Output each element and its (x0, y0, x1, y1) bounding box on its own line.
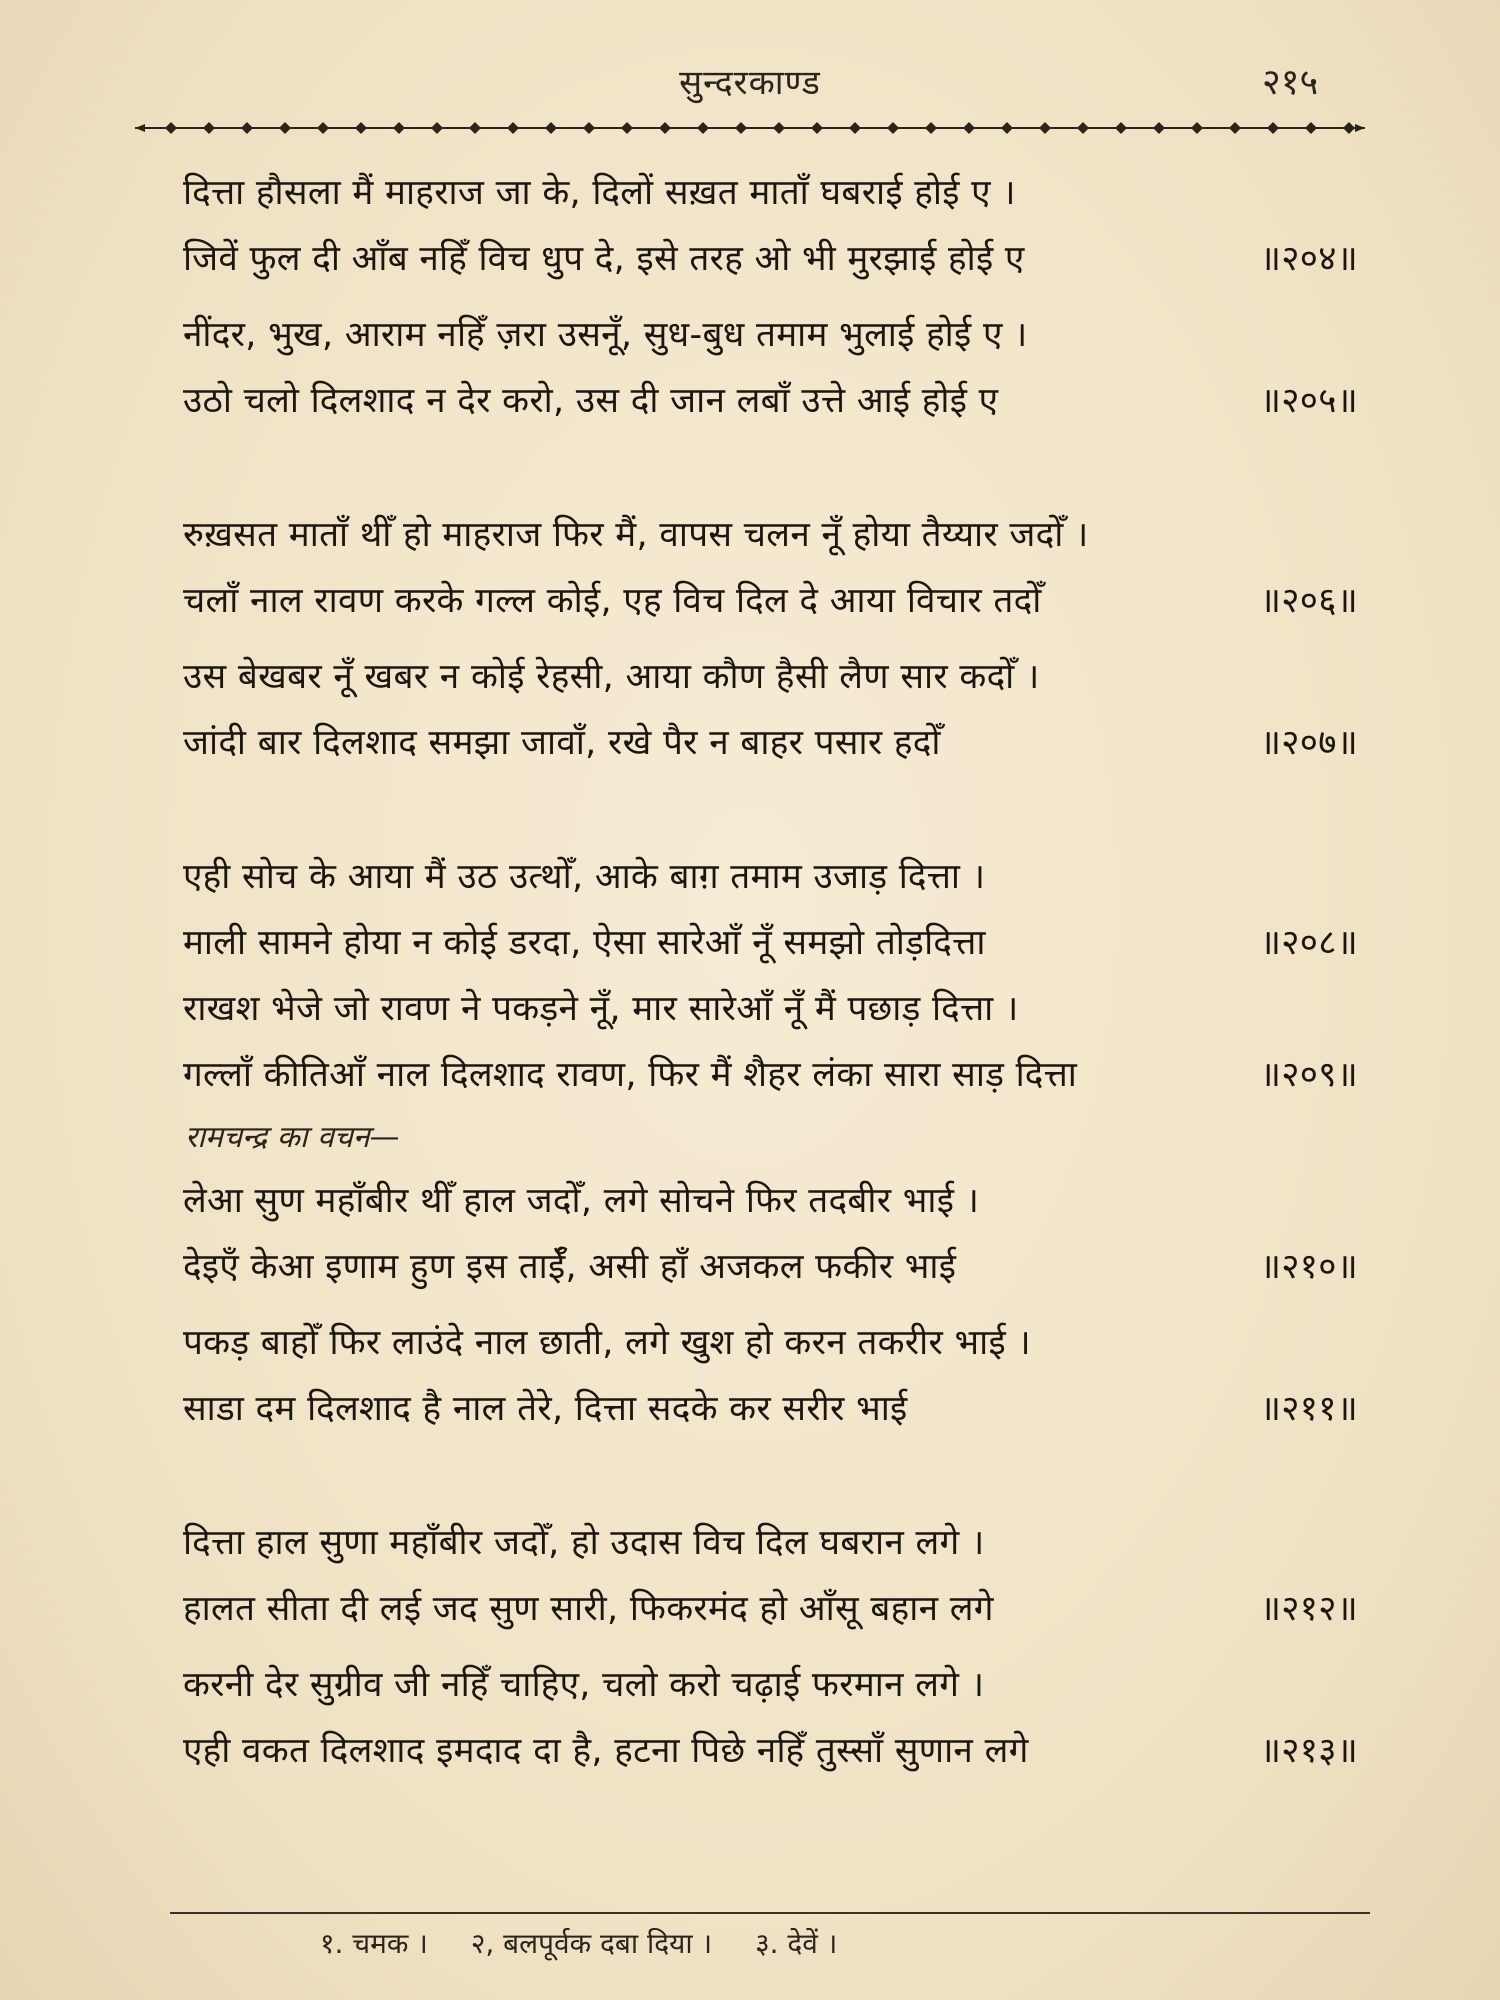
verse-line (183, 976, 1358, 1042)
ornament-diamond (431, 122, 443, 134)
verse-text: गल्लाँ कीतिआँ नाल दिलशाद रावण, फिर मैं शैहर लंका सारा साड़ दित्ता (183, 1055, 1078, 1095)
verse-text: दित्ता हाल सुणा महाँबीर जदोँ, हो उदास विच दिल घबरान लगे । (183, 1523, 985, 1563)
verse-line (183, 1310, 1358, 1376)
stanza (183, 844, 1358, 976)
verse-line (183, 1168, 1358, 1234)
ornament-diamond (963, 122, 975, 134)
verse-text: उठो चलो दिलशाद न देर करो, उस दी जान लबाँ उत्ते आई होई ए (183, 381, 999, 421)
ornament-diamond (849, 122, 861, 134)
verse-number: ॥२०९॥ (1259, 1055, 1358, 1095)
footnotes (320, 1924, 1320, 1962)
verse-line (183, 160, 1358, 226)
verse-number: ॥२०६॥ (1259, 581, 1358, 621)
verse-text: रुख़सत माताँ थीँ हो माहराज फिर मैं, वापस चलन नूँ होया तैय्यार जदोँ । (183, 515, 1089, 555)
ornament-diamond (507, 122, 519, 134)
verse-line (183, 1376, 1358, 1442)
verse-text: पकड़ बाहोँ फिर लाउंदे नाल छाती, लगे खुश हो करन तकरीर भाई । (183, 1323, 1031, 1363)
ornament-diamond (1153, 122, 1165, 134)
verse-line (183, 502, 1358, 568)
verse-text: उस बेखबर नूँ खबर न कोई रेहसी, आया कौण हैसी लैण सार कदोँ । (183, 657, 1040, 697)
stanza (183, 1652, 1358, 1784)
ornament-diamond (1077, 122, 1089, 134)
verse-text: नींदर, भुख, आराम नहिँ ज़रा उसनूँ, सुध-बुध तमाम भुलाई होई ए । (183, 315, 1028, 355)
verse-line (183, 302, 1358, 368)
verse-line (183, 1576, 1358, 1642)
verse-text: चलाँ नाल रावण करके गल्ल कोई, एह विच दिल दे आया विचार तदोँ (183, 581, 1042, 621)
ornament-diamond (925, 122, 937, 134)
page-number: २१५ (1262, 62, 1319, 103)
stanza (183, 502, 1358, 634)
verse-line (183, 226, 1358, 292)
verse-line (183, 568, 1358, 634)
ornament-diamond (1115, 122, 1127, 134)
verse-line (183, 644, 1358, 710)
ornament-diamond (1267, 122, 1279, 134)
ornament-diamond (1305, 122, 1317, 134)
verse-line (183, 1234, 1358, 1300)
stanza (183, 1310, 1358, 1442)
verse-line (183, 910, 1358, 976)
verse-line (183, 710, 1358, 776)
ornament-diamond (1343, 122, 1355, 134)
verse-number: ॥२०७॥ (1259, 723, 1358, 763)
running-header-title: सुन्दरकाण्ड (679, 63, 821, 103)
verse-text: जिवें फुल दी आँब नहिँ विच धुप दे, इसे तरह ओ भी मुरझाई होई ए (183, 239, 1025, 279)
ornament-diamond (1229, 122, 1241, 134)
stanza (183, 644, 1358, 776)
ornament-diamond (203, 122, 215, 134)
stanza (183, 160, 1358, 292)
verse-text: जांदी बार दिलशाद समझा जावाँ, रखे पैर न बाहर पसार हदोँ (183, 723, 941, 763)
verse-text: माली सामने होया न कोई डरदा, ऐसा सारेआँ नूँ समझो तोड़दित्ता (183, 923, 986, 963)
verse-body (183, 160, 1358, 1784)
verse-number: ॥२११॥ (1259, 1389, 1358, 1429)
ornament-diamond (583, 122, 595, 134)
verse-text: राखश भेजे जो रावण ने पकड़ने नूँ, मार सारेआँ नूँ मैं पछाड़ दित्ता । (183, 989, 1019, 1029)
verse-number: ॥२१३॥ (1259, 1731, 1358, 1771)
verse-line (183, 1718, 1358, 1784)
ornament-diamond (773, 122, 785, 134)
ornament-diamond (697, 122, 709, 134)
ornament-diamond (659, 122, 671, 134)
verse-text: एही सोच के आया मैं उठ उत्थोँ, आके बाग़ तमाम उजाड़ दित्ता । (183, 857, 986, 897)
ornament-diamond (279, 122, 291, 134)
verse-text: दित्ता हौसला मैं माहराज जा के, दिलों सख़त माताँ घबराई होई ए । (183, 173, 1016, 213)
verse-text: लेआ सुण महाँबीर थीँ हाल जदोँ, लगे सोचने फिर तदबीर भाई । (183, 1181, 980, 1221)
ornament-diamond (469, 122, 481, 134)
verse-number: ॥२०८॥ (1259, 923, 1358, 963)
ornament-diamond (241, 122, 253, 134)
ornament-diamond (811, 122, 823, 134)
ornament-diamond (393, 122, 405, 134)
footnote-item: २, बलपूर्वक दबा दिया । (470, 1927, 713, 1960)
verse-number: ॥२१२॥ (1259, 1589, 1358, 1629)
ornament-diamond (735, 122, 747, 134)
ornament-diamond (621, 122, 633, 134)
ornament-diamond (355, 122, 367, 134)
verse-text: साडा दम दिलशाद है नाल तेरे, दित्ता सदके कर सरीर भाई (183, 1389, 908, 1429)
ornamental-rule (135, 116, 1365, 140)
ornament-diamond (317, 122, 329, 134)
ornament-diamond (887, 122, 899, 134)
verse-line (183, 1042, 1358, 1108)
ornament-diamond (1039, 122, 1051, 134)
ornament-diamond (545, 122, 557, 134)
verse-text: देइएँ केआ इणाम हुण इस ताईँ, असी हाँ अजकल फकीर भाई (183, 1247, 957, 1287)
stanza (183, 302, 1358, 434)
speaker-heading: रामचन्द्र का वचन— (185, 1120, 400, 1155)
stanza (183, 976, 1358, 1108)
verse-text: एही वकत दिलशाद इमदाद दा है, हटना पिछे नहिँ तुस्साँ सुणान लगे (183, 1731, 1029, 1771)
verse-line (183, 1652, 1358, 1718)
verse-text: हालत सीता दी लई जद सुण सारी, फिकरमंद हो आँसू बहान लगे (183, 1589, 994, 1629)
verse-text: करनी देर सुग्रीव जी नहिँ चाहिए, चलो करो चढ़ाई फरमान लगे । (183, 1665, 985, 1705)
footnote-item: १. चमक । (320, 1927, 428, 1960)
stanza (183, 1168, 1358, 1300)
verse-line (183, 1510, 1358, 1576)
ornament-diamond (1191, 122, 1203, 134)
ornament-diamond (1001, 122, 1013, 134)
footnote-divider (170, 1912, 1370, 1914)
verse-number: ॥२१०॥ (1259, 1247, 1358, 1287)
footnote-item: ३. देवें । (755, 1927, 838, 1960)
stanza (183, 1510, 1358, 1642)
verse-line (183, 368, 1358, 434)
verse-line (183, 844, 1358, 910)
ornament-diamond (165, 122, 177, 134)
verse-number: ॥२०५॥ (1259, 381, 1358, 421)
verse-number: ॥२०४॥ (1259, 239, 1358, 279)
